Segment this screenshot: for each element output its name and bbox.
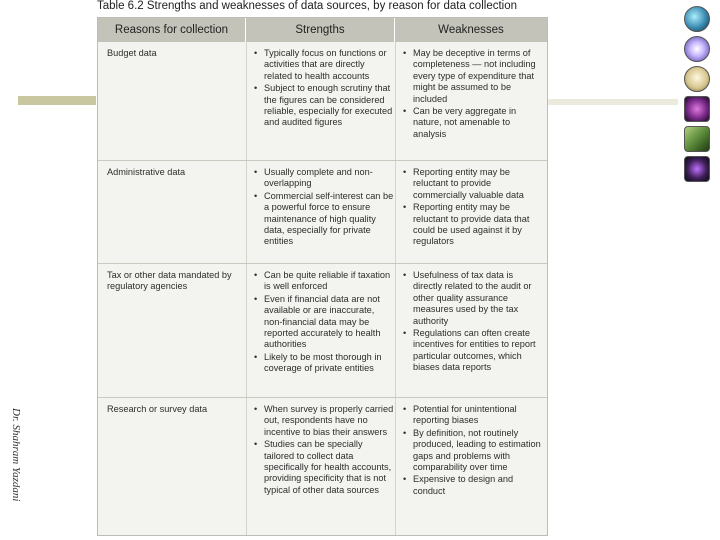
reason-cell: Tax or other data mandated by regulatory agencies <box>107 270 232 292</box>
weakness-item: • Expensive to design and conduct <box>403 474 541 497</box>
table-row <box>98 397 547 535</box>
strength-item: • Can be quite reliable if taxation is well enforced <box>254 270 394 293</box>
plant-icon <box>684 156 710 182</box>
weaknesses-list <box>403 167 541 249</box>
decorative-bar-right <box>548 99 678 105</box>
strengths-list <box>254 404 394 497</box>
strength-item: • Subject to enough scrutiny that the figures can be considered reliable, especially for executed and audited figures <box>254 83 394 129</box>
weakness-item: • By definition, not routinely produced, leading to estimation gaps and problems with comparability over time <box>403 428 541 474</box>
atom-icon <box>684 66 710 92</box>
header-weaknesses: Weaknesses <box>395 18 547 42</box>
strength-item: • Even if financial data are not available or are inaccurate, non-financial data may be reported accurately to health authorities <box>254 294 394 351</box>
weakness-item: • Reporting entity may be reluctant to provide data that could be used against it by regulators <box>403 202 541 248</box>
strengths-list <box>254 270 394 376</box>
header-reasons: Reasons for collection <box>98 18 246 42</box>
strength-item: • Commercial self-interest can be a powerful force to ensure maintenance of high quality data, especially for private entities <box>254 191 394 248</box>
weakness-item: • Can be very aggregate in nature, not amenable to analysis <box>403 106 541 140</box>
table-row <box>98 42 547 160</box>
weakness-item: • Reporting entity may be reluctant to provide commercially valuable data <box>403 167 541 201</box>
table-title: Table 6.2 Strengths and weaknesses of data sources, by reason for data collection <box>97 0 518 12</box>
strengths-list <box>254 48 394 130</box>
weaknesses-list <box>403 48 541 141</box>
author-credit: Dr. Shahram Yazdani <box>10 408 22 502</box>
reason-cell: Research or survey data <box>107 404 208 414</box>
data-sources-table <box>97 17 548 536</box>
weaknesses-list <box>403 270 541 375</box>
weakness-item: • Potential for unintentional reporting biases <box>403 404 541 427</box>
decorative-bar-left <box>18 96 96 105</box>
strength-item: • Typically focus on functions or activities that are directly related to health accounts <box>254 48 394 82</box>
table-row <box>98 263 547 397</box>
strength-item: • When survey is properly carried out, respondents have no incentive to bias their answers <box>254 404 394 438</box>
flower-icon <box>684 96 710 122</box>
reason-cell: Administrative data <box>107 167 186 177</box>
strength-item: • Studies can be specially tailored to collect data specifically for health accounts, providing specificity that is not typical of other data sources <box>254 439 394 496</box>
decorative-icon-column <box>684 6 714 186</box>
reason-cell: Budget data <box>107 48 157 58</box>
weakness-item: • Usefulness of tax data is directly related to the audit or other quality assurance measures used by the tax authority <box>403 270 541 327</box>
strength-item: • Likely to be most thorough in coverage of private entities <box>254 352 394 375</box>
header-strengths: Strengths <box>246 18 395 42</box>
strength-item: • Usually complete and non-overlapping <box>254 167 394 190</box>
strengths-list <box>254 167 394 249</box>
globe-icon <box>684 6 710 32</box>
weakness-item: • Regulations can often create incentives for entities to report particular outcomes, which biases data reports <box>403 328 541 374</box>
orbit-icon <box>684 36 710 62</box>
weaknesses-list <box>403 404 541 498</box>
leaf-icon <box>684 126 710 152</box>
table-row <box>98 160 547 263</box>
weakness-item: • May be deceptive in terms of completeness — not including every type of expenditure that might be assumed to be included <box>403 48 541 105</box>
